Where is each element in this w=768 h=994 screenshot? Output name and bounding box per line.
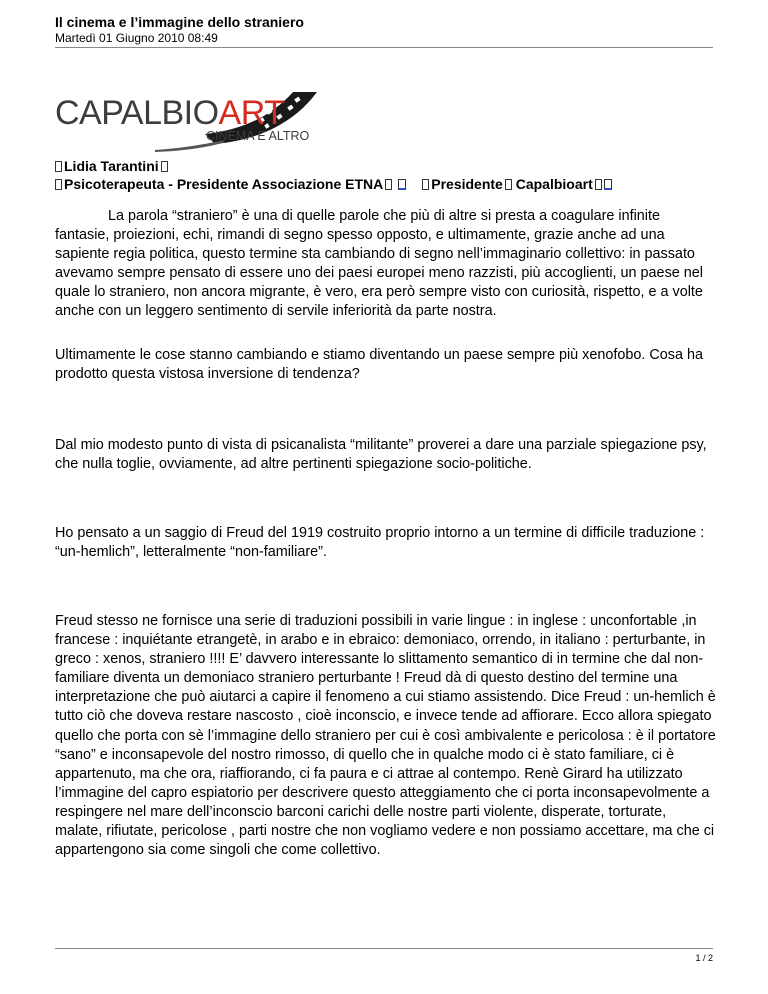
author-name-line xyxy=(55,157,715,175)
paragraph-freud-translations: Freud stesso ne fornisce una serie di traduzioni possibili in varie lingue : in inglese : unconfortable ,in francese : inquiétante etrangetè, in arabo e in ebraico: demoniaco, orrendo, in italiano : perturbante, in greco : xenos, straniero !!!! E’ davvero interessante lo slittamento semantico di in termine che dal non-familiare diventa un demoniaco straniero perturbante ! Freud dà di questo destino del termine una interpretazione che può aiutarci a capire il fenomeno a cui stiamo assistendo. Dice Freud : un-hemlich è tutto ciò che doveva restare nascosto , cioè inconscio, e invece tende ad affiorare. Ecco allora spiegato quello che porta con sè l’immagine dello straniero per cui è così ambivalente e pericolosa : è il portatore “sano” e inconsapevole del nostro rimosso, di quello che in qualche modo ci è stato familiare, ci è appartenuto, ma che ora, riaffiorando, ci fa paura e ci attrae al contempo. Renè Girard ha utilizzato l’immagine del capro espiatorio per descrivere questo atteggiamento che ci porta inconsapevolmente a respingere nel mare dell’inconscio barconi carichi delle nostre parti violente, disperate, torturate, malate, rifiutate, pericolose , parti nostre che non vogliamo vedere e non possiamo accettare, ma che ci appartengono sia come singoli che come collettivo. xyxy=(55,613,716,859)
author-role-etna: Psicoterapeuta - Presidente Associazione ETNA xyxy=(64,176,384,192)
svg-text:CAPALBIOART xyxy=(55,94,284,132)
paragraph-xenophobia: Ultimamente le cose stanno cambiando e stiamo diventando un paese sempre più xenofobo. Cosa ha prodotto questa vistosa inversione di tendenza? xyxy=(55,347,703,383)
missing-glyph-icon xyxy=(505,179,512,190)
logo-word-accent: ART xyxy=(218,94,285,132)
paragraph-freud-essay: Ho pensato a un saggio di Freud del 1919 costruito proprio intorno a un termine di difficile traduzione : “un-hemlich”, letteralmente “non-familiare”. xyxy=(55,525,705,561)
capalbioart-link[interactable] xyxy=(604,179,612,190)
missing-glyph-icon xyxy=(385,179,392,190)
logo-tagline: CINEMA E ALTRO xyxy=(206,129,310,143)
header-divider xyxy=(55,47,713,48)
document-date: Martedì 01 Giugno 2010 08:49 xyxy=(55,31,218,45)
page-number: 1 / 2 xyxy=(695,953,713,963)
footer-divider xyxy=(55,948,713,949)
author-role-org: Capalbioart xyxy=(511,176,593,192)
missing-glyph-icon xyxy=(55,179,62,190)
author-name: Lidia Tarantini xyxy=(64,158,159,174)
etna-link[interactable] xyxy=(398,179,406,190)
missing-glyph-icon xyxy=(55,161,62,172)
missing-glyph-icon xyxy=(595,179,602,190)
capalbioart-logo xyxy=(55,88,317,154)
paragraph-psy: Dal mio modesto punto di vista di psicanalista “militante” proverei a dare una parziale spiegazione psy, che nulla toglie, ovviamente, ad altre pertinenti spiegazione socio-politiche. xyxy=(55,437,707,473)
author-role-prefix: Presidente xyxy=(431,176,503,192)
page-header xyxy=(55,14,714,46)
missing-glyph-icon xyxy=(422,179,429,190)
missing-glyph-icon xyxy=(161,161,168,172)
author-block xyxy=(55,157,715,193)
author-roles-line xyxy=(55,175,715,193)
logo-word-main: CAPALBIO xyxy=(55,94,219,132)
document-title: Il cinema e l’immagine dello straniero xyxy=(55,14,304,30)
paragraph-intro: La parola “straniero” è una di quelle parole che più di altre si presta a coagulare infinite fantasie, proiezioni, echi, rimandi di segno spesso opposto, e ultimamente, grazie anche ad una sapiente regia politica, questo termine sta cambiando di segno nell’immaginario collettivo: in passato avevamo sempre pensato di essere uno dei paesi europei meno razzisti, più accoglienti, un paese nel quale lo straniero, non ancora migrante, è vero, era però sempre visto con curiosità, rispetto, e a volte anche con un leggero sentimento di servile inferiorità da parte nostra. xyxy=(55,208,703,320)
